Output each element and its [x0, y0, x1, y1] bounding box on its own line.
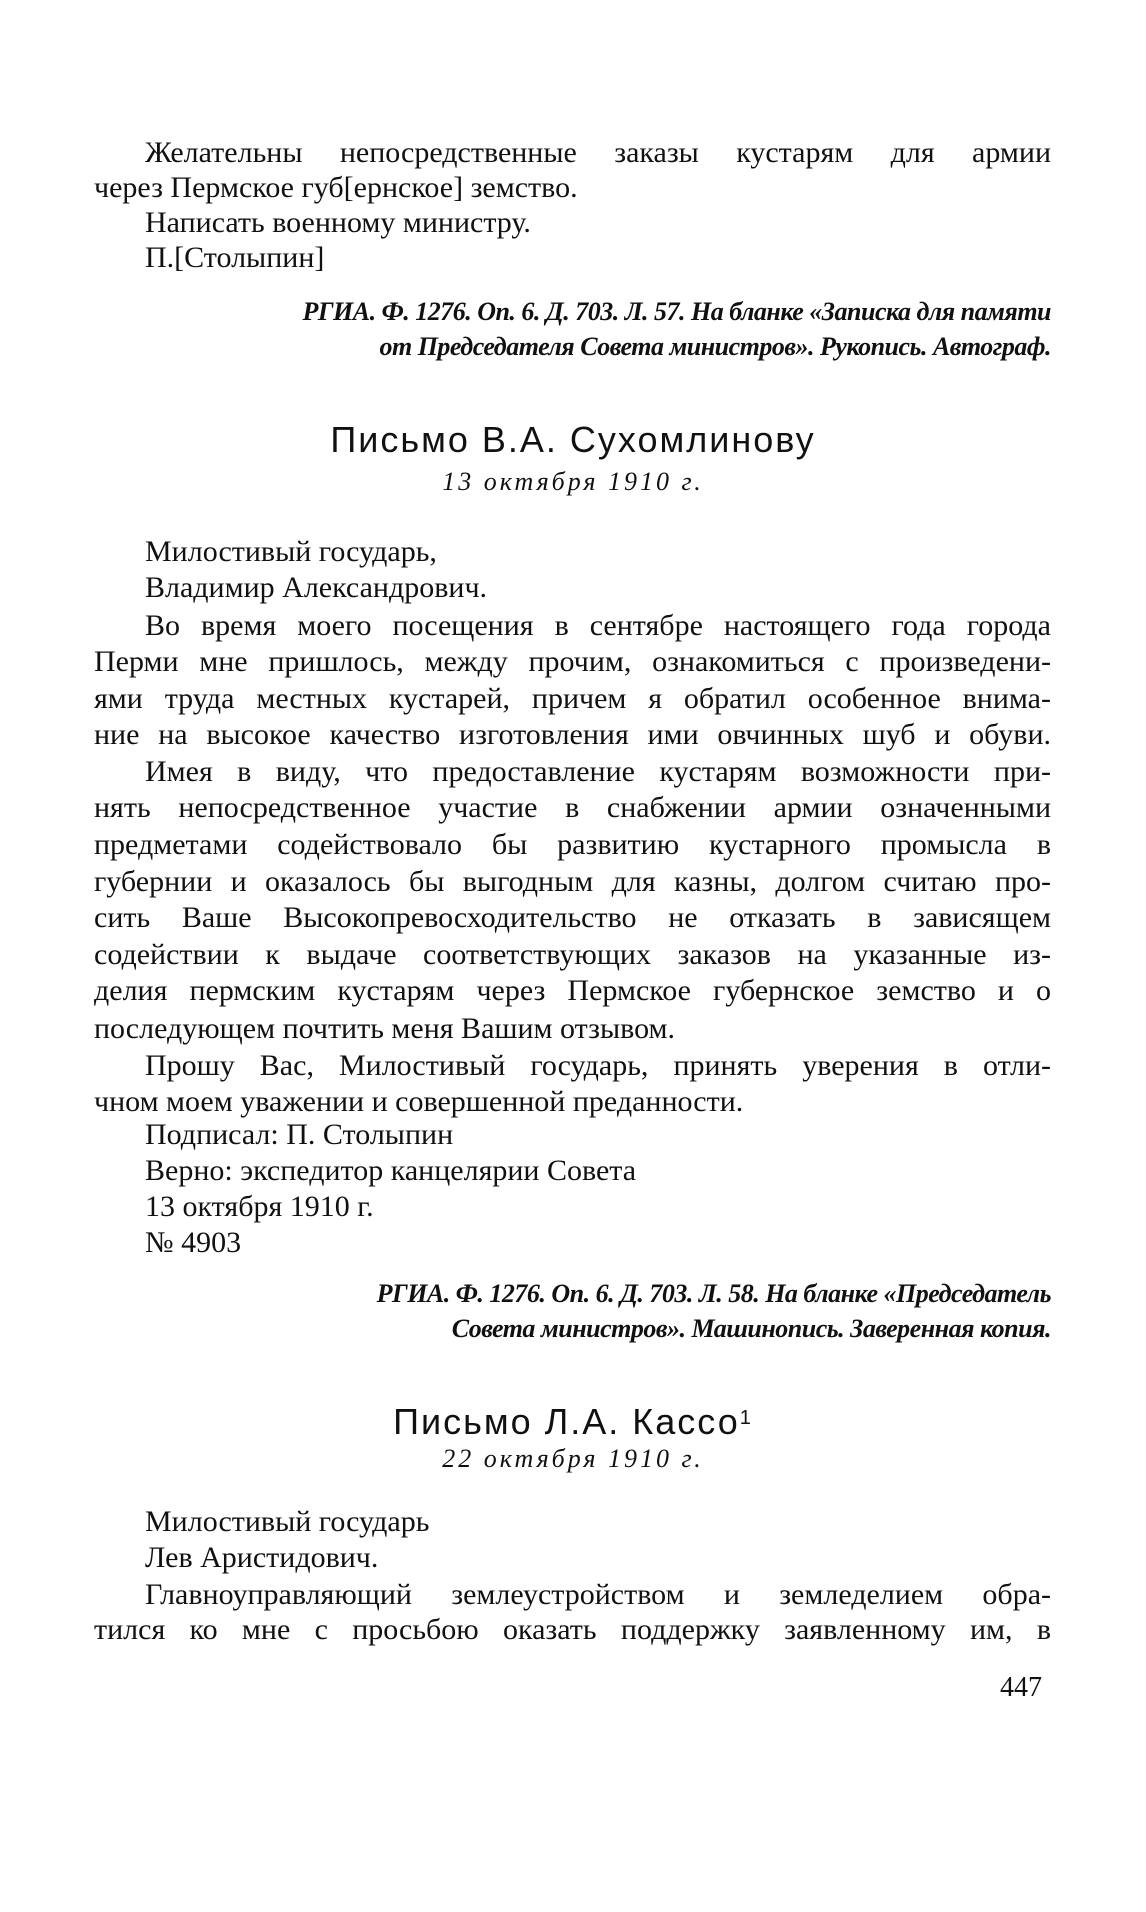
- text-line: Имея в виду, что предоставление кустарям возможности при-: [145, 755, 1051, 788]
- text-line: Владимир Александрович.: [145, 571, 488, 604]
- text-line: чном моем уважении и совершенной преданности.: [94, 1085, 744, 1118]
- text-line: последующем почтить меня Вашим отзывом.: [94, 1012, 675, 1045]
- text-line: через Пермское губ[ернское] земство.: [94, 171, 578, 204]
- text-line: Желательны непосредственные заказы кустарям для армии: [145, 136, 1051, 169]
- text-line: ние на высокое качество изготовления ими овчинных шуб и обуви.: [94, 718, 1051, 751]
- archive-citation: от Председателя Совета министров». Рукопись. Автограф.: [379, 332, 1051, 361]
- footnote-mark[interactable]: 1: [739, 1407, 753, 1429]
- text-line: губернии и оказалось бы выгодным для казны, долгом считаю про-: [94, 865, 1051, 898]
- text-line: Прошу Вас, Милостивый государь, принять уверения в отли-: [145, 1049, 1051, 1082]
- text-line: Написать военному министру.: [145, 206, 531, 239]
- text-line: Перми мне пришлось, между прочим, ознакомиться с произведени-: [94, 645, 1051, 678]
- text-line: Во время моего посещения в сентябре настоящего года города: [145, 609, 1051, 642]
- text-line: предметами содействовало бы развитию кустарного промысла в: [94, 828, 1051, 861]
- text-line: тился ко мне с просьбою оказать поддержку заявленному им, в: [94, 1613, 1051, 1646]
- letter-title: [0, 1400, 1146, 1444]
- archive-citation: РГИА. Ф. 1276. Оп. 6. Д. 703. Л. 57. На бланке «Записка для памяти: [302, 297, 1051, 326]
- letter-title: Письмо В.А. Сухомлинову: [330, 419, 816, 460]
- letter-date: 22 октября 1910 г.: [442, 1444, 704, 1473]
- letter-date: 13 октября 1910 г.: [442, 467, 704, 496]
- text-line: Главноуправляющий землеустройством и земледелием обра-: [145, 1578, 1051, 1611]
- text-line: Верно: экспедитор канцелярии Совета: [145, 1154, 637, 1187]
- text-line: нять непосредственное участие в снабжении армии означенными: [94, 791, 1051, 824]
- page-number: 447: [1000, 1672, 1042, 1703]
- text-line: Милостивый государь,: [145, 535, 437, 568]
- archive-citation: РГИА. Ф. 1276. Оп. 6. Д. 703. Л. 58. На бланке «Председатель: [376, 1279, 1051, 1308]
- text-line: № 4903: [145, 1226, 242, 1259]
- letter-title-text: Письмо Л.А. Кассо: [393, 1401, 740, 1442]
- text-line: Милостивый государь: [145, 1505, 430, 1538]
- text-line: Лев Аристидович.: [145, 1541, 379, 1574]
- text-line: содействии к выдаче соответствующих заказов на указанные из-: [94, 938, 1051, 971]
- archive-citation: Совета министров». Машинопись. Заверенная копия.: [451, 1314, 1051, 1343]
- text-line: ями труда местных кустарей, причем я обратил особенное внима-: [94, 682, 1051, 715]
- text-line: делия пермским кустарям через Пермское губернское земство и о: [94, 974, 1051, 1007]
- text-line: П.[Столыпин]: [145, 241, 325, 274]
- text-line: Подписал: П. Столыпин: [145, 1118, 454, 1151]
- text-line: сить Ваше Высокопревосходительство не отказать в зависящем: [94, 901, 1051, 934]
- text-line: 13 октября 1910 г.: [145, 1190, 374, 1223]
